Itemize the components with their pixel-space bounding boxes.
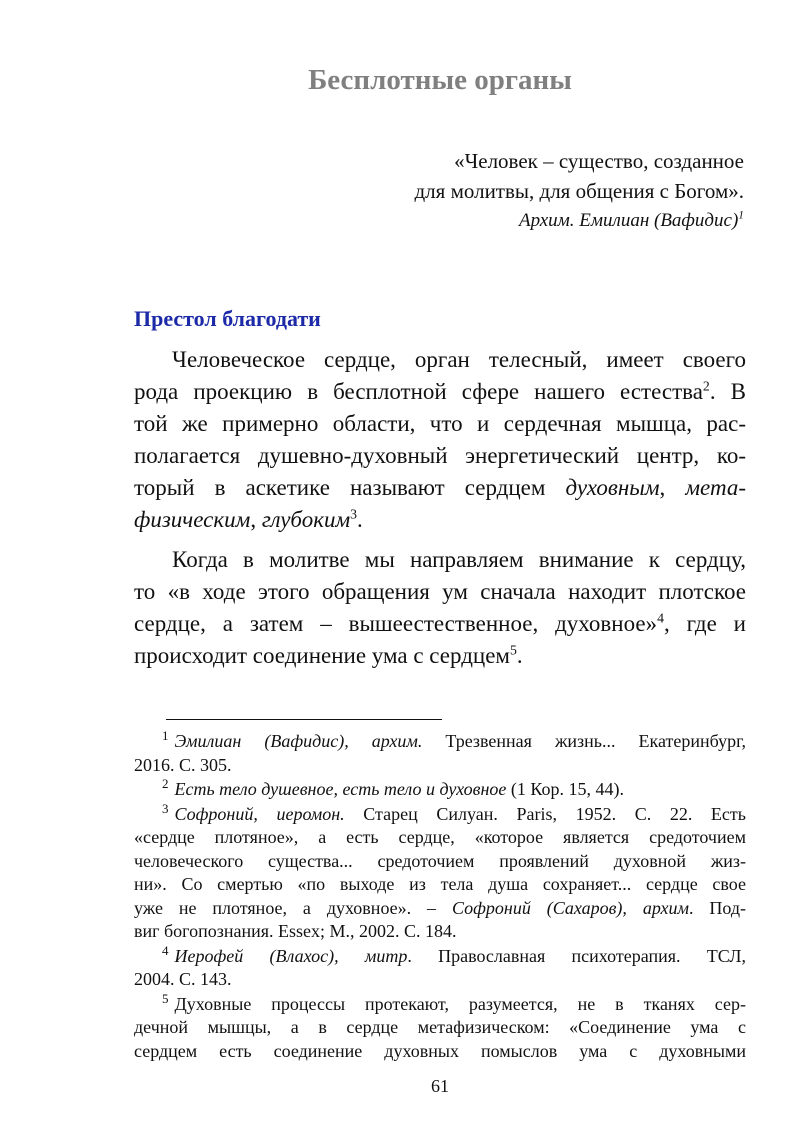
footnote-line: $^3$ Софроний, иеромон. Старец Силуан. Paris, 1952. С. 22. Есть [162, 800, 746, 824]
footnote-1 [134, 730, 746, 777]
footnote-ref-4[interactable]: 4 [657, 610, 664, 626]
paragraph-line: Когда в молитве мы направляем внимание к сердцу, [172, 547, 746, 572]
paragraph-line: той же примерно области, что и сердечная мышца, рас- [134, 411, 746, 436]
footnote-line: виг богопознания. Essex; М., 2002. С. 184. [134, 921, 457, 941]
paragraph-1 [134, 344, 746, 536]
epigraph [184, 146, 744, 236]
footnote-number: 1 [162, 728, 169, 743]
paragraph-line: происходит соединение ума с сердцем$^5$. [134, 642, 523, 668]
paragraph-line: рода проекцию в бесплотной сфере нашего естества$^2$. В [134, 378, 747, 404]
footnote-number: 2 [162, 776, 169, 791]
footnote-number: 3 [162, 800, 169, 816]
footnote-line: 2004. С. 143. [134, 969, 232, 989]
epigraph-author-name: Архим. Емилиан (Вафидис) [519, 210, 739, 231]
epigraph-line-1: «Человек – существо, созданное [454, 149, 744, 173]
section-heading: Престол благодати [134, 306, 321, 331]
paragraph-line: физическим, глубоким$^3$. [134, 506, 363, 532]
footnote-line: $^2$ Есть тело душевное, есть тело и духовное (1 Кор. 15, 44). [162, 776, 624, 799]
footnote-2 [134, 778, 746, 802]
page-number: 61 [431, 1076, 449, 1096]
epigraph-line-2: для молитвы, для общения с Богом». [414, 179, 744, 203]
footnote-line: $^5$ Духовные процессы протекают, разумеется, не в тканях сер- [162, 990, 746, 1014]
footnote-ref-2[interactable]: 2 [702, 378, 710, 394]
footnote-line: 2016. С. 305. [134, 754, 232, 775]
footnote-divider [166, 719, 442, 720]
paragraph-line: сердце, а затем – вышеестественное, духовное»$^4$, где и [134, 610, 746, 636]
paragraph-line: торый в аскетике называют сердцем духовным, мета- [134, 475, 747, 500]
footnote-number: 5 [162, 990, 169, 1006]
footnote-line: дечной мышцы, а в сердце метафизическом: «Соединение ума с [134, 1017, 746, 1037]
footnote-line: ни». Со смертью «по выходе из тела душа сохраняет... сердце свое [134, 874, 746, 894]
footnote-line: $^1$ Эмилиан (Вафидис), архим. Трезвенная жизнь... Екатеринбург, [162, 728, 746, 751]
body-text [134, 344, 746, 680]
footnote-number: 4 [162, 942, 169, 958]
footnote-line: «сердце плотяное», а есть сердце, «которое является средоточием [134, 827, 746, 847]
chapter-title: Бесплотные органы [308, 64, 572, 96]
footnote-line: сердцем есть соединение духовных помыслов ума с духовными [134, 1040, 746, 1061]
footnote-ref-1[interactable]: 1 [738, 209, 744, 222]
footnote-line: $^4$ Иерофей (Влахос), митр. Православная психотерапия. ТСЛ, [162, 942, 746, 966]
footnote-line: человеческого существа... средоточием проявлений духовной жиз- [134, 850, 746, 871]
footnote-4 [134, 942, 746, 992]
footnotes [134, 730, 746, 1064]
epigraph-author [184, 206, 744, 236]
paragraph-line: то «в ходе этого обращения ум сначала находит плотское [134, 579, 746, 604]
paragraph-line: полагается душевно-духовный энергетический центр, ко- [134, 443, 746, 468]
footnote-ref-3[interactable]: 3 [350, 506, 358, 522]
footnote-line: уже не плотяное, а духовное». – Софроний (Сахаров), архим. Под- [134, 897, 746, 918]
footnote-3 [134, 800, 746, 944]
paragraph-line: Человеческое сердце, орган телесный, имеет своего [172, 347, 746, 372]
footnote-5 [134, 990, 746, 1064]
footnote-ref-5[interactable]: 5 [509, 642, 517, 658]
paragraph-2 [134, 544, 746, 672]
